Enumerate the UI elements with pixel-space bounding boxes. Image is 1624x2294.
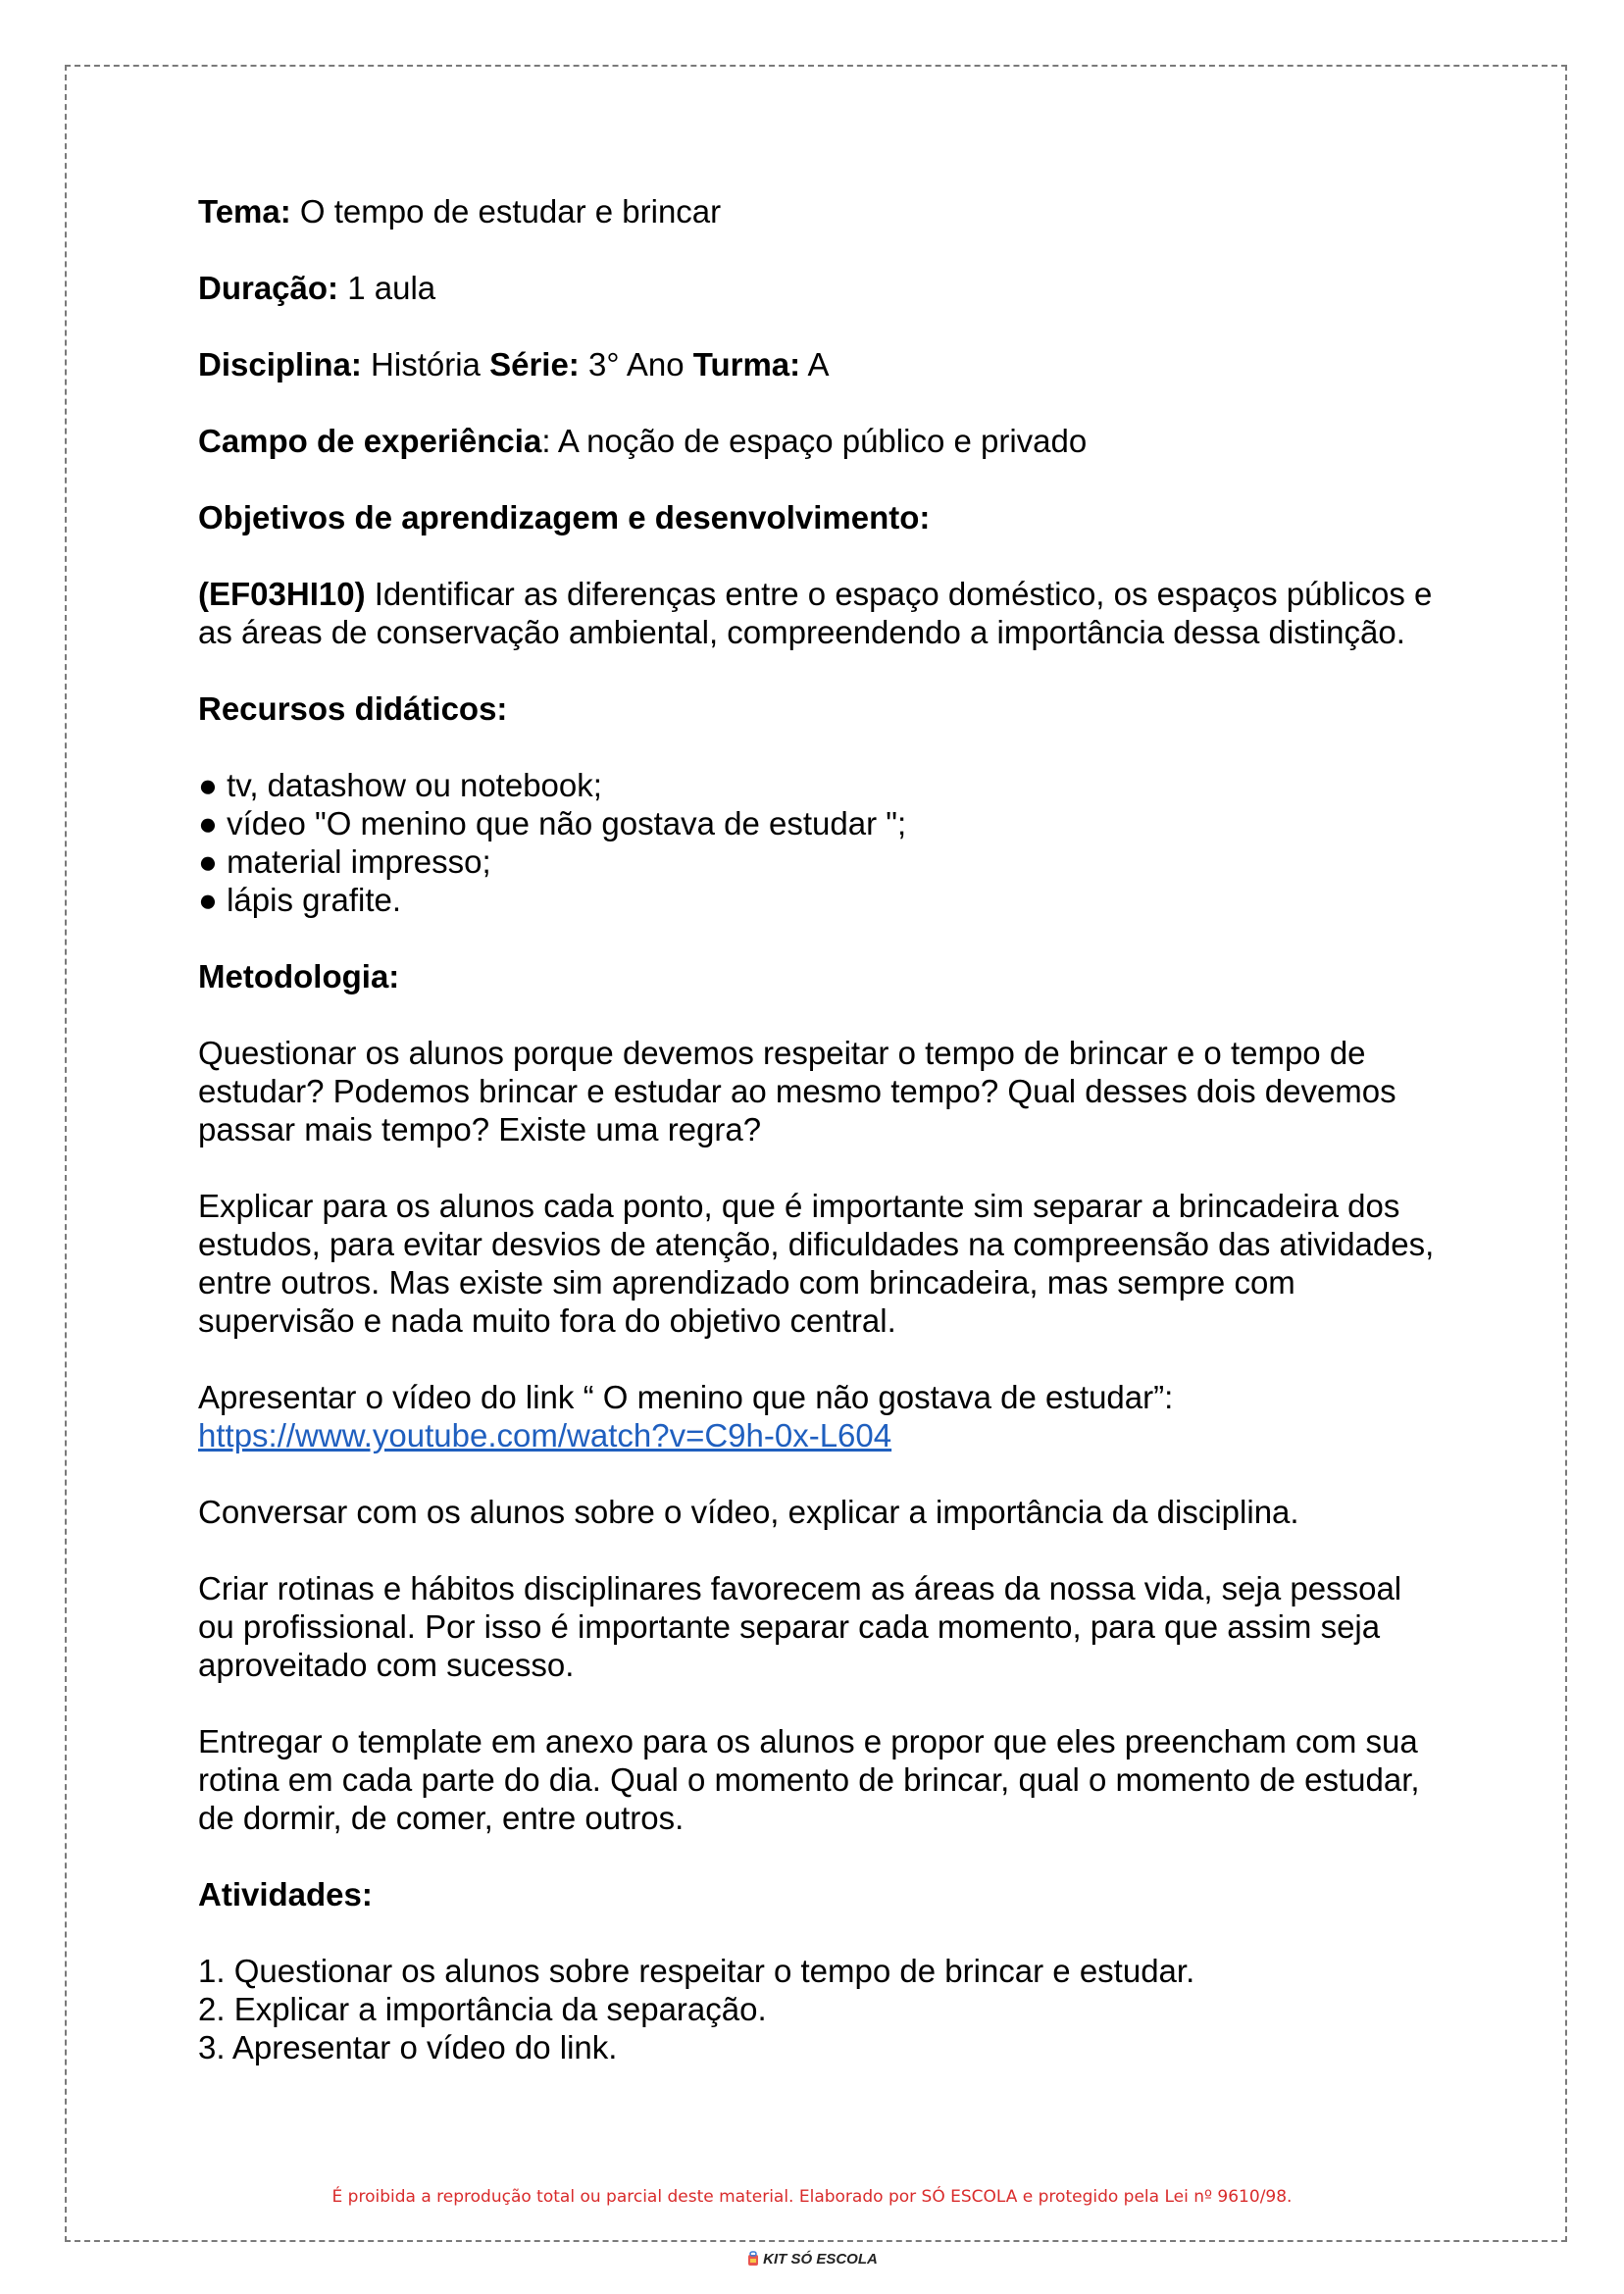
list-item: ● tv, datashow ou notebook;	[198, 767, 602, 803]
tema-line	[198, 192, 1444, 230]
backpack-icon	[746, 2251, 760, 2267]
list-item: 3. Apresentar o vídeo do link.	[198, 2029, 618, 2065]
objetivos-heading	[198, 498, 1444, 536]
video-intro-text: Apresentar o vídeo do link “ O menino que não gostava de estudar”:	[198, 1379, 1174, 1415]
video-link[interactable]: https://www.youtube.com/watch?v=C9h-0x-L604	[198, 1417, 892, 1453]
list-item: 2. Explicar a importância da separação.	[198, 1991, 767, 2027]
list-item: ● material impresso;	[198, 843, 491, 880]
list-item: 1. Questionar os alunos sobre respeitar o tempo de brincar e estudar.	[198, 1953, 1195, 1989]
metodologia-paragraph-2: Explicar para os alunos cada ponto, que é importante sim separar a brincadeira dos estudos, para evitar desvios de atenção, dificuldades na compreensão das atividades, entre outros. Mas existe sim aprendizado com brincadeira, mas sempre com supervisão e nada muito fora do objetivo central.	[198, 1188, 1435, 1339]
recursos-list	[198, 766, 1444, 919]
campo-line	[198, 422, 1444, 460]
serie-label: Série:	[489, 346, 580, 382]
objetivos-heading-text: Objetivos de aprendizagem e desenvolvimento:	[198, 499, 931, 535]
duracao-label: Duração:	[198, 270, 339, 306]
recursos-heading	[198, 689, 1444, 728]
copyright-notice: É proibida a reprodução total ou parcial deste material. Elaborado por SÓ ESCOLA e protegido pela Lei nº 9610/98.	[331, 2187, 1293, 2207]
metodologia-heading	[198, 957, 1444, 995]
brand-logo	[0, 2251, 1624, 2268]
objetivos-text	[198, 575, 1444, 651]
atividades-list	[198, 1952, 1444, 2066]
disciplina-line	[198, 345, 1444, 383]
duracao-line	[198, 269, 1444, 307]
disciplina-label: Disciplina:	[198, 346, 362, 382]
turma-value: A	[800, 346, 830, 382]
tema-label: Tema:	[198, 193, 291, 229]
atividades-heading-text: Atividades:	[198, 1876, 373, 1912]
metodologia-heading-text: Metodologia:	[198, 958, 400, 994]
list-item: ● lápis grafite.	[198, 882, 402, 918]
campo-value: : A noção de espaço público e privado	[541, 423, 1088, 459]
brand-text: KIT SÓ ESCOLA	[763, 2251, 878, 2268]
tema-value: O tempo de estudar e brincar	[290, 193, 722, 229]
turma-label: Turma:	[692, 346, 801, 382]
disciplina-value: História	[361, 346, 490, 382]
document-body	[198, 192, 1444, 2105]
campo-label: Campo de experiência	[198, 423, 542, 459]
recursos-heading-text: Recursos didáticos:	[198, 690, 508, 727]
metodologia-paragraph-6: Entregar o template em anexo para os alunos e propor que eles preencham com sua rotina em cada parte do dia. Qual o momento de brincar, qual o momento de estudar, de dormir, de comer, entre outros.	[198, 1723, 1420, 1836]
objetivo-description: Identificar as diferenças entre o espaço doméstico, os espaços públicos e as áreas de conservação ambiental, compreendendo a importância dessa distinção.	[198, 576, 1433, 650]
metodologia-paragraph-3	[198, 1378, 1444, 1454]
metodologia-paragraph-4: Conversar com os alunos sobre o vídeo, explicar a importância da disciplina.	[198, 1494, 1299, 1530]
duracao-value: 1 aula	[338, 270, 436, 306]
serie-value: 3° Ano	[579, 346, 693, 382]
list-item: ● vídeo "O menino que não gostava de estudar ";	[198, 805, 907, 841]
metodologia-paragraph-5: Criar rotinas e hábitos disciplinares favorecem as áreas da nossa vida, seja pessoal ou profissional. Por isso é importante separar cada momento, para que assim seja aproveitado com sucesso.	[198, 1570, 1402, 1683]
metodologia-paragraph-1: Questionar os alunos porque devemos respeitar o tempo de brincar e o tempo de estudar? Podemos brincar e estudar ao mesmo tempo? Qual desses dois devemos passar mais tempo? Existe uma regra?	[198, 1035, 1396, 1147]
atividades-heading	[198, 1875, 1444, 1913]
objetivo-code: (EF03HI10)	[198, 576, 366, 612]
